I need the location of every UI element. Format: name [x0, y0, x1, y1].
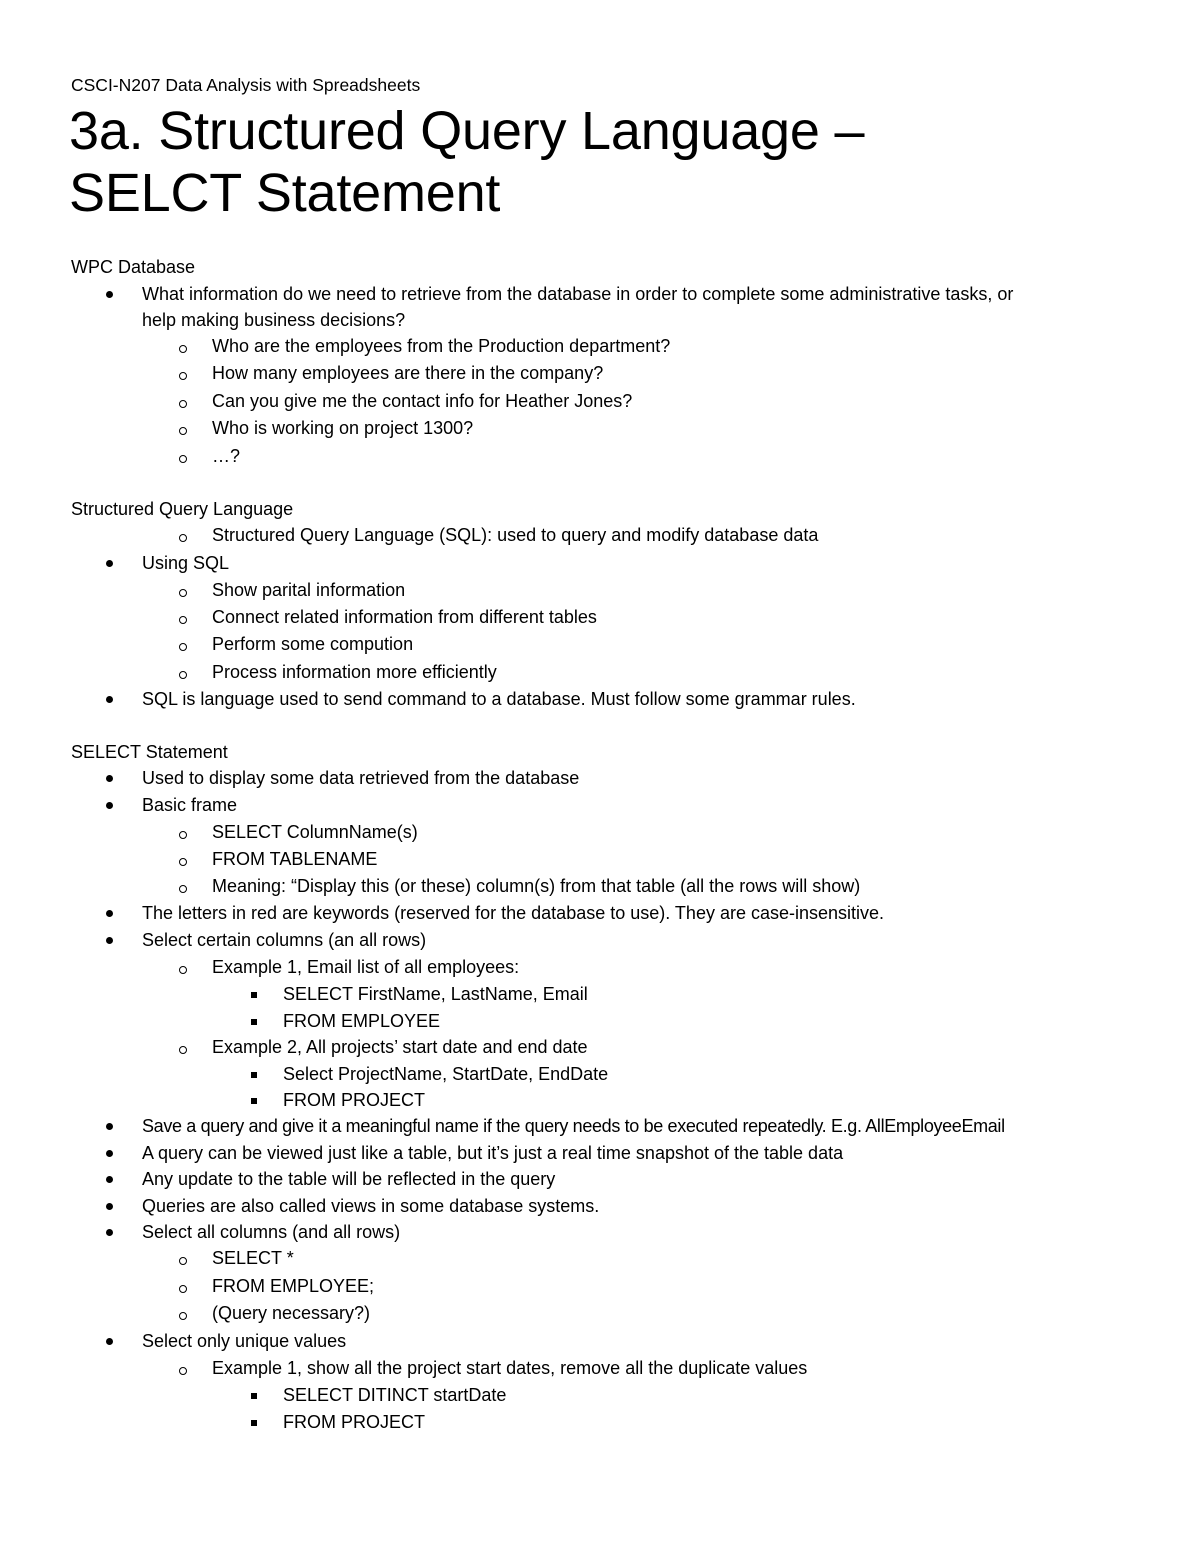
- list-item-text: Perform some compution: [212, 634, 414, 654]
- list-item-text: Example 1, show all the project start dates, remove all the duplicate values: [212, 1358, 808, 1378]
- list-item-text: Any update to the table will be reflected in the query: [142, 1169, 556, 1189]
- list-item-text: SELECT *: [212, 1248, 294, 1268]
- title-line-2: SELCT Statement: [69, 163, 501, 223]
- list-item-text: Basic frame: [142, 795, 238, 815]
- list-item-text: What information do we need to retrieve from the database in order to complete some administrative tasks, or: [142, 284, 1014, 304]
- title-line-1: 3a. Structured Query Language –: [69, 101, 865, 161]
- list-item-text: Queries are also called views in some database systems.: [142, 1196, 600, 1216]
- list-item-text: FROM EMPLOYEE: [283, 1011, 441, 1031]
- section-heading-select: SELECT Statement: [71, 742, 228, 762]
- list-item-text: How many employees are there in the company?: [212, 363, 604, 383]
- list-item-text: Who is working on project 1300?: [212, 418, 474, 438]
- section-heading-sql: Structured Query Language: [71, 499, 294, 519]
- list-item-text: Show parital information: [212, 580, 406, 600]
- page-title: [69, 100, 864, 224]
- list-item-text: Structured Query Language (SQL): used to query and modify database data: [212, 525, 819, 545]
- list-item-text: A query can be viewed just like a table, but it’s just a real time snapshot of the table data: [142, 1143, 844, 1163]
- list-item-text: SELECT ColumnName(s): [212, 822, 418, 842]
- list-item-text: Save a query and give it a meaningful name if the query needs to be executed repeatedly. E.g. AllEmployeeEmail: [142, 1116, 1005, 1136]
- list-item-text: Connect related information from different tables: [212, 607, 597, 627]
- list-item-text: Select ProjectName, StartDate, EndDate: [283, 1064, 609, 1084]
- course-name: CSCI-N207 Data Analysis with Spreadsheets: [71, 75, 421, 95]
- list-item-text: The letters in red are keywords (reserved for the database to use). They are case-insensitive.: [142, 903, 885, 923]
- list-item-text: Select all columns (and all rows): [142, 1222, 401, 1242]
- list-item-text: SQL is language used to send command to a database. Must follow some grammar rules.: [142, 689, 856, 709]
- list-item-text: Used to display some data retrieved from the database: [142, 768, 580, 788]
- list-item-text: …?: [212, 446, 241, 466]
- list-item-text: SELECT FirstName, LastName, Email: [283, 984, 588, 1004]
- list-item-text: Can you give me the contact info for Heather Jones?: [212, 391, 633, 411]
- list-item-text: Process information more efficiently: [212, 662, 497, 682]
- list-item-text: (Query necessary?): [212, 1303, 371, 1323]
- list-item-text: Using SQL: [142, 553, 230, 573]
- list-item-text: Example 1, Email list of all employees:: [212, 957, 520, 977]
- list-item-text: Meaning: “Display this (or these) column(s) from that table (all the rows will show): [212, 876, 861, 896]
- list-item-text: Select only unique values: [142, 1331, 347, 1351]
- list-item-text: help making business decisions?: [142, 310, 406, 330]
- list-item-text: FROM PROJECT: [283, 1412, 425, 1432]
- list-item-text: Example 2, All projects’ start date and end date: [212, 1037, 588, 1057]
- list-item-text: FROM PROJECT: [283, 1090, 425, 1110]
- list-item-text: Who are the employees from the Production department?: [212, 336, 671, 356]
- section-heading-wpc: WPC Database: [71, 257, 196, 277]
- list-item-text: SELECT DITINCT startDate: [283, 1385, 507, 1405]
- list-item-text: FROM EMPLOYEE;: [212, 1276, 375, 1296]
- list-item-text: Select certain columns (an all rows): [142, 930, 427, 950]
- list-item-text: FROM TABLENAME: [212, 849, 378, 869]
